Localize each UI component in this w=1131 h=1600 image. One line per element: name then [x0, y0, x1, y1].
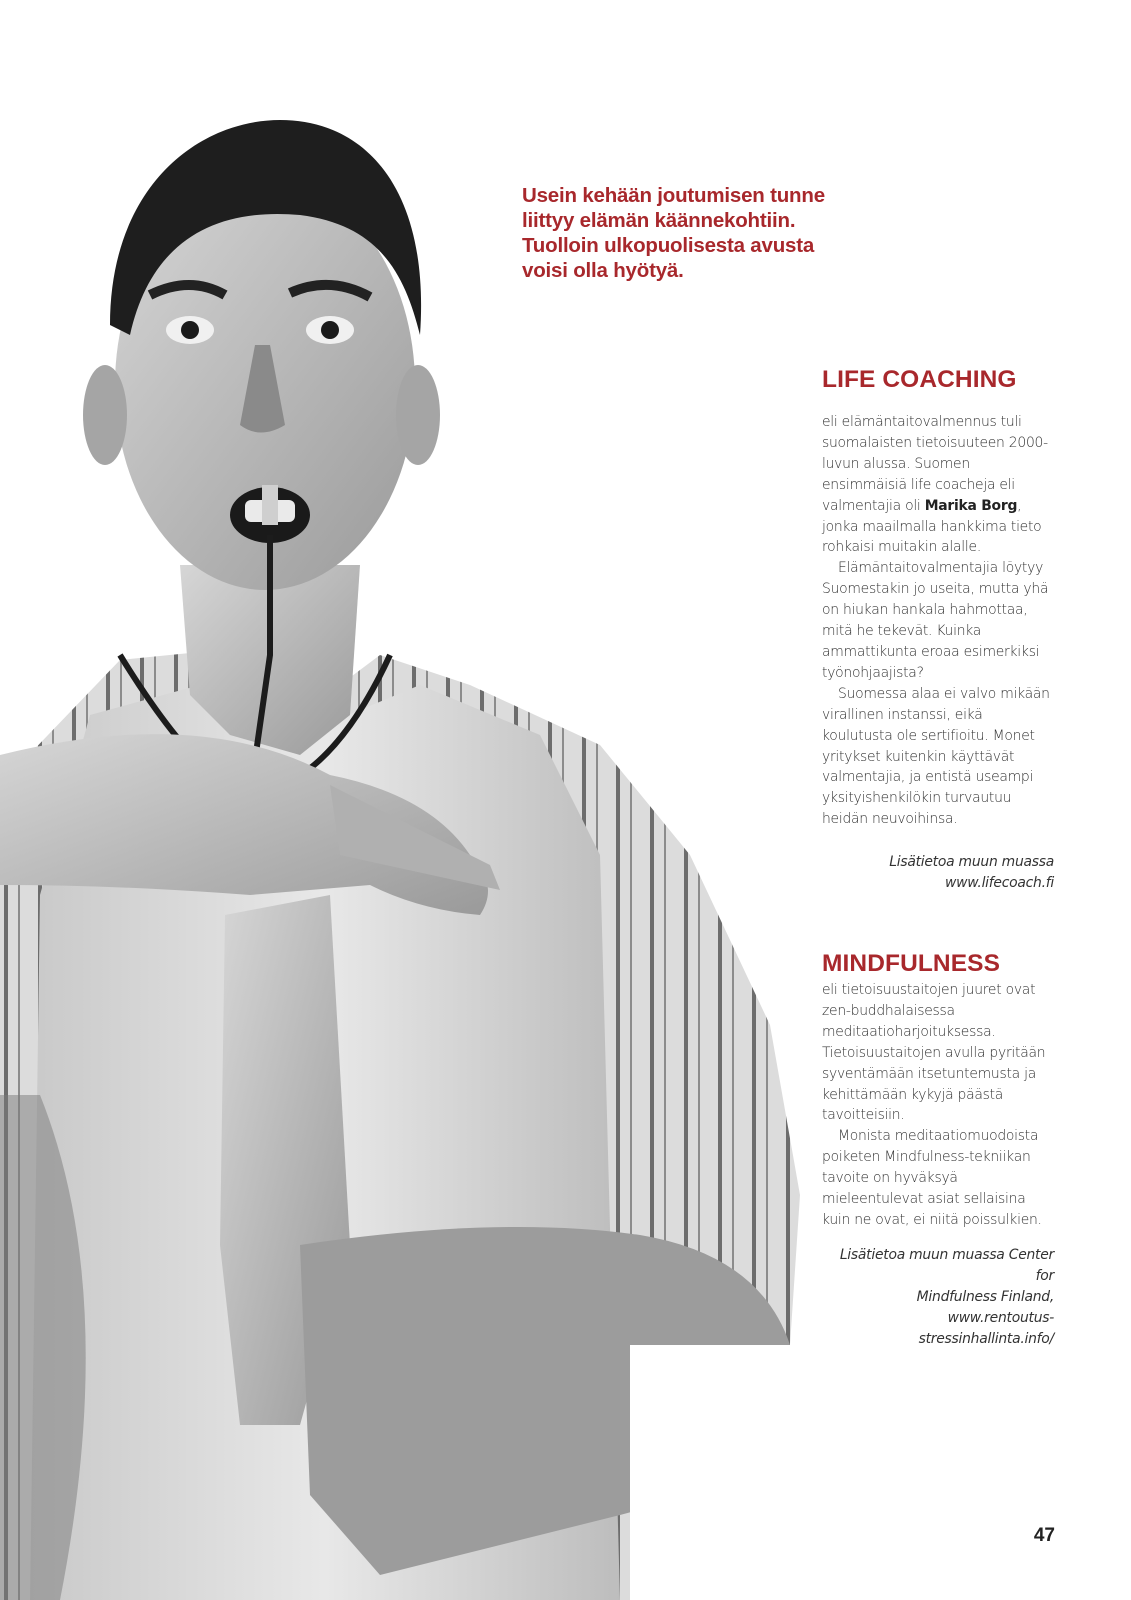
life-coaching-section: [822, 366, 1054, 894]
life-coaching-source-line-1: Lisätietoa muun muassa: [889, 854, 1054, 871]
life-coaching-heading: LIFE COACHING: [822, 366, 1017, 393]
mindfulness-heading: MINDFULNESS: [822, 950, 1001, 977]
man-with-whistle-photo: [0, 95, 830, 1600]
life-coaching-p1-tail: , jonka maailmalla hankkima tieto rohkaisi muitakin alalle.: [822, 497, 1042, 556]
life-coaching-paragraph-1: [822, 412, 1054, 558]
mindfulness-paragraph-2: Monista meditaatiomuodoista poiketen Mindfulness-tekniikan tavoite on hyväksyä mieleentulevat asiat sellaisina kuin ne ovat, ei niitä poissulkien.: [822, 1128, 1042, 1228]
person-name: Marika Borg: [924, 497, 1018, 514]
mindfulness-source-url: www.rentoutus-stressinhallinta.info/: [918, 1309, 1054, 1347]
pull-quote: Usein kehään joutumisen tunne liittyy elämän käännekohtiin. Tuolloin ulkopuolisesta avusta voisi olla hyötyä.: [522, 184, 825, 282]
life-coaching-source-url: www.lifecoach.fi: [944, 875, 1054, 892]
life-coaching-paragraph-2: Elämäntaitovalmentajia löytyy Suomestakin jo useita, mutta yhä on hiukan hankala hahmottaa, mitä he tekevät. Kuinka ammattikunta eroaa esimerkiksi työnohjaajista?: [822, 560, 1049, 681]
page-number: 47: [1033, 1525, 1055, 1546]
mindfulness-source: [822, 1245, 1054, 1350]
mindfulness-paragraph-1: eli tietoisuustaitojen juuret ovat zen-buddhalaisessa meditaatioharjoituksessa. Tietoisuustaitojen avulla pyritään syventämään itsetuntemusta ja kehittämään kykyjä päästä tavoitteisiin.: [822, 982, 1046, 1124]
life-coaching-paragraph-3: Suomessa alaa ei valvo mikään virallinen instanssi, eikä koulutusta ole sertifioitu. Monet yritykset kuitenkin käyttävät valmentajia, ja entistä useampi yksityishenkilökin turvautuu heidän neuvoihinsa.: [822, 685, 1050, 828]
mindfulness-source-line-2: Mindfulness Finland,: [916, 1288, 1054, 1305]
mindfulness-section: [822, 950, 1054, 1349]
mindfulness-source-line-1: Lisätietoa muun muassa Center for: [839, 1246, 1054, 1284]
life-coaching-source: [822, 852, 1054, 894]
life-coaching-p1-text: eli elämäntaitovalmennus tuli suomalaisten tietoisuuteen 2000-luvun alussa. Suomen ensimmäisiä life coacheja eli valmentajia oli: [822, 414, 1048, 514]
